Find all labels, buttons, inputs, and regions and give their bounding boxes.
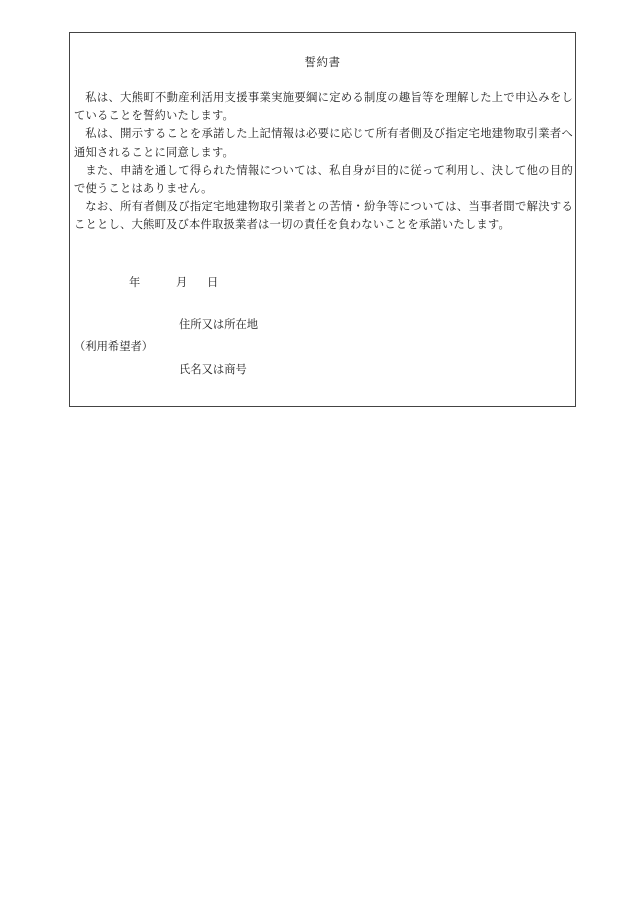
address-label: 住所又は所在地 bbox=[179, 318, 259, 331]
pledge-paragraph: 私は、大熊町不動産利活用支援事業実施要綱に定める制度の趣旨等を理解した上で申込みをしていることを誓約いたします。 bbox=[74, 91, 573, 123]
month-label: 月 bbox=[176, 276, 188, 289]
day-label: 日 bbox=[207, 276, 219, 289]
document-title: 誓約書 bbox=[304, 55, 341, 69]
applicant-role-label: （利用希望者） bbox=[74, 340, 154, 353]
date-line bbox=[70, 274, 575, 290]
name-label: 氏名又は商号 bbox=[179, 363, 247, 376]
pledge-paragraph: 私は、開示することを承諾した上記情報は必要に応じて所有者側及び指定宅地建物取引業者へ通知されることに同意します。 bbox=[74, 127, 573, 159]
pledge-form bbox=[69, 32, 576, 407]
pledge-paragraph: なお、所有者側及び指定宅地建物取引業者との苦情・紛争等については、当事者間で解決することとし、大熊町及び本件取扱業者は一切の責任を負わないことを承諾いたします。 bbox=[74, 200, 573, 232]
year-label: 年 bbox=[129, 276, 141, 289]
pledge-body bbox=[74, 89, 573, 235]
pledge-paragraph: また、申請を通して得られた情報については、私自身が目的に従って利用し、決して他の目的で使うことはありません。 bbox=[74, 163, 573, 196]
